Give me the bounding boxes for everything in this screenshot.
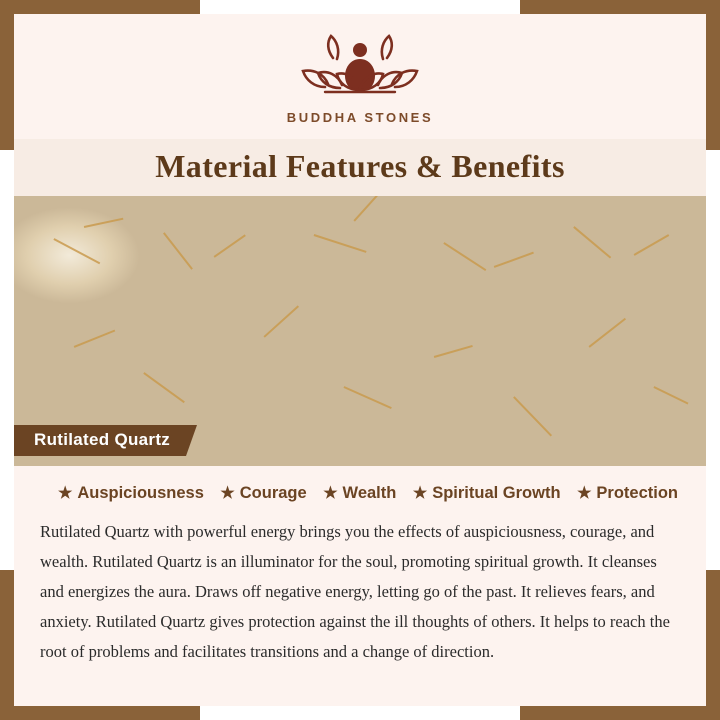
benefit-keyword-protection	[577, 484, 678, 503]
benefit-keyword-wealth	[323, 484, 396, 503]
frame-corner-top-right-vertical	[706, 0, 720, 150]
frame-corner-bottom-left-horizontal	[0, 706, 200, 720]
benefits-description: Rutilated Quartz with powerful energy brings you the effects of auspiciousness, courage, and wealth. Rutilated Quartz is an illuminator for the soul, promoting spiritual growth. It cleanses and energizes the aura. Draws off negative energy, letting go of the past. It relieves fears, and anxiety. Rutilated Quartz gives protection against the ill thoughts of others. It helps to reach the root of problems and facilitates transitions and a change of direction.	[40, 522, 670, 662]
benefit-keyword-label: Protection	[596, 484, 678, 502]
benefit-keyword-label: Courage	[239, 484, 307, 502]
frame-corner-top-left-vertical	[0, 0, 14, 150]
frame-corner-top-left-horizontal	[0, 0, 200, 14]
benefit-keywords	[36, 484, 684, 503]
benefit-keyword-label: Auspiciousness	[77, 484, 204, 502]
benefits-section	[14, 466, 706, 706]
material-name-badge: Rutilated Quartz	[14, 425, 186, 456]
benefit-keyword-auspiciousness	[58, 484, 204, 503]
frame-corner-bottom-right-horizontal	[520, 706, 720, 720]
material-photo	[14, 196, 706, 466]
brand-name: BUDDHA STONES	[286, 110, 434, 125]
frame-corner-bottom-right-vertical	[706, 570, 720, 720]
benefit-keyword-spiritual-growth	[413, 484, 561, 503]
benefit-keyword-courage	[220, 484, 306, 503]
benefit-keyword-label: Spiritual Growth	[432, 484, 561, 502]
title-band	[14, 139, 706, 196]
brand-logo	[14, 28, 706, 125]
star-icon: ★	[577, 484, 592, 502]
star-icon: ★	[412, 484, 428, 502]
benefit-keyword-label: Wealth	[342, 484, 397, 502]
lotus-buddha-icon	[285, 28, 435, 104]
content-panel	[14, 14, 706, 706]
frame-corner-top-right-horizontal	[520, 0, 720, 14]
header	[14, 14, 706, 196]
star-icon: ★	[58, 484, 73, 502]
page-title: Material Features & Benefits	[155, 148, 565, 184]
star-icon: ★	[323, 484, 338, 502]
frame-corner-bottom-left-vertical	[0, 570, 14, 720]
star-icon: ★	[220, 484, 235, 502]
